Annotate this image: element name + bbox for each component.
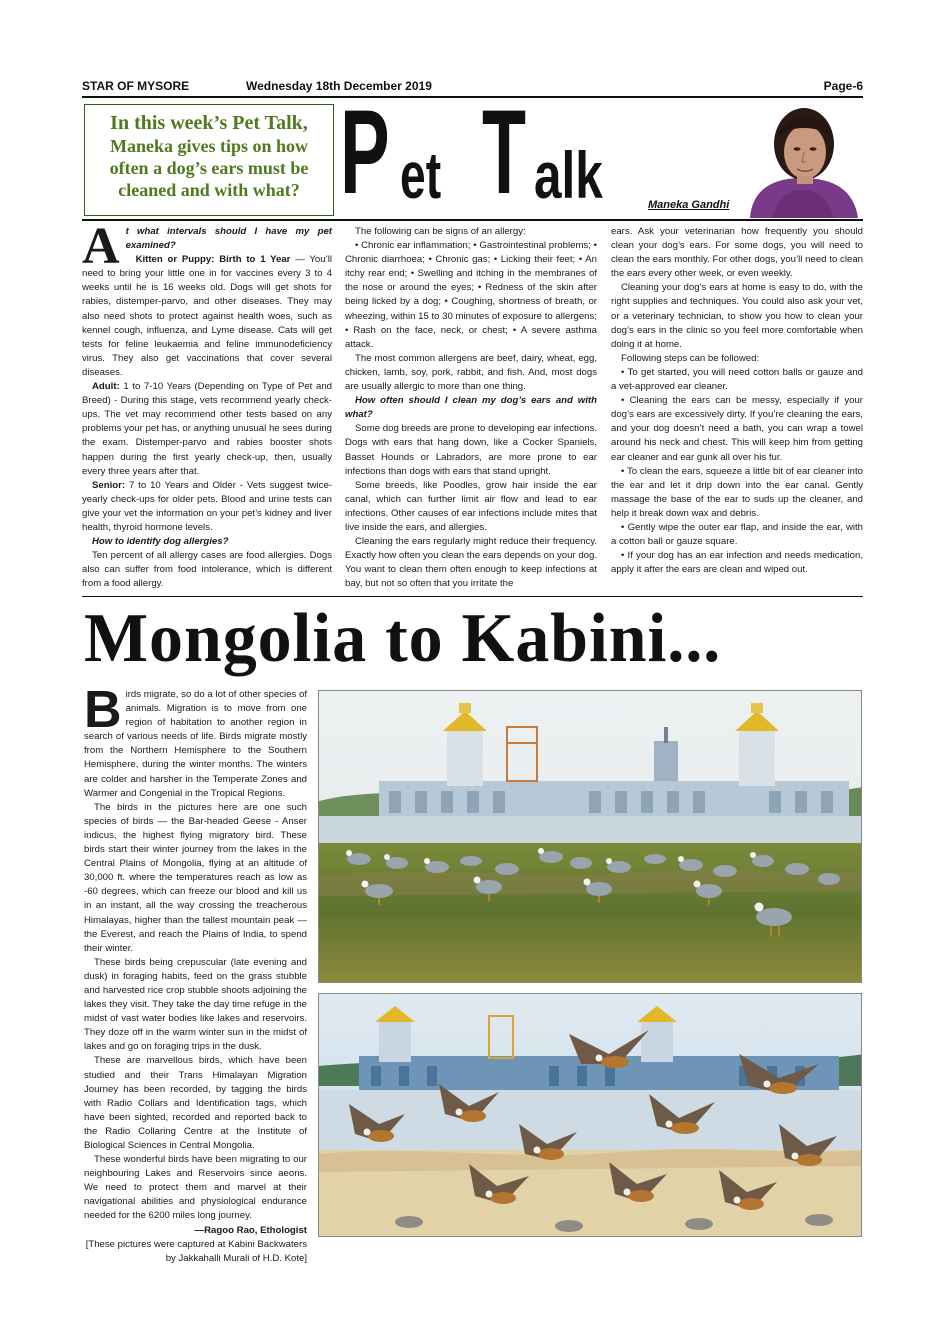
stage-label: Kitten or Puppy: Birth to 1 Year (135, 254, 291, 266)
article-paragraph: The most common allergens are beef, dairy, wheat, egg, chicken, lamb, soy, pork, rabbit, and fish. And, most dogs are usually allergic to more than one thing. (345, 352, 597, 393)
masthead (82, 79, 863, 95)
article-paragraph (84, 681, 307, 801)
pet-talk-title-T: T (482, 85, 526, 219)
article-paragraph: ears. Ask your veterinarian how frequently you should clean your dog’s ears. For some dogs, you will need to clean the ears monthly. For other dogs, you’ll need to clean the ears every other week, or even weekly. (611, 226, 863, 280)
mongolia-article (84, 681, 307, 1266)
article-paragraph: Following steps can be followed: (621, 352, 760, 364)
article-paragraph: • Cleaning the ears can be messy, especially if your dog’s ears are excessively dirty. If you’re cleaning the ears, and your dog doesn’t need a bath, you can wrap a towel around his neck and chest. This will keep him from getting ear cleaner and ear gunk all over his fur. (611, 395, 863, 463)
article-paragraph: These wonderful birds have been migrating to our neighbouring Lakes and Reservoirs since aeons. We need to protect them and marvel at their navigational abilities and physiological endurance needed for the 6200 miles long journey. (84, 1154, 307, 1222)
paragraph-text: 1 to 7-10 Years (Depending on Type of Pet and Breed) - During this stage, vets recommend yearly check-ups. The vet may recommend other tests based on any problems your pet has, or anything unusual he sees during the exam. Distemper-parvo and rabies booster shots happen during the first yearly check-up, then, usually every three years after that. (82, 381, 332, 477)
article-paragraph: The following can be signs of an allergy: (355, 226, 526, 237)
teaser-line: In this week’s Pet Talk, (110, 112, 308, 134)
article-paragraph: The birds in the pictures here are one such species of birds — the Bar-headed Geese - Anser indicus, the highest flying migratory bird. These birds start their winter journey from the lakes in the Central Plains of Mongolia, flying at an altitude of 30,000 ft. where the temperatures reach as low as -60 degrees, which can freeze our blood and kill us in an instant, all the way crossing the treacherous Himalayas, higher than the tallest mountain peak — the Everest, and reach the Plains of India, to spend their winter. (84, 801, 307, 954)
article-paragraph: These birds being crepuscular (late evening and dusk) in foraging habits, feed on the grass stubble and harvested rice crop stubble shoots adjoining the lakes they visit. They take the day time refuge in the midst of vast water bodies like lakes and reservoirs. They doze off in the warm winter sun in the midst of lakes and go on foraging trips in the dusk. (84, 956, 307, 1053)
article-paragraph: • Gently wipe the outer ear flap, and inside the ear, with a cotton ball or gauze square. (611, 521, 863, 548)
article-paragraph: Some breeds, like Poodles, grow hair inside the ear canal, which can further limit air flow and lead to ear infections. Other causes of ear infections include mites that live inside the ears, and allergies. (345, 479, 597, 533)
paragraph-text: 7 to 10 Years and Older - Vets suggest twice-yearly check-ups for older pets. Blood and urine tests can give your vet the information on your pet’s kidney and liver health, thyroid hormone levels. (82, 479, 332, 533)
paragraph-text: irds migrate, so do a lot of other species of animals. Migration is to move from one region of habitation to another region in search of various needs of life. Birds migrate mostly from the Northern Hemisphere to the Southern Hemisphere, during the winter months. The winters are colder and harsher in the Temperate Zones and Warmer and Congenial in the Tropical Regions. (84, 689, 307, 799)
question-heading: How often should I clean my dog’s ears and with what? (345, 395, 597, 421)
pet-talk-title-P: P (340, 85, 390, 219)
teaser-line: cleaned and with what? (118, 180, 300, 200)
geese-flight-photo (318, 993, 862, 1237)
pet-talk-column-3 (611, 225, 863, 577)
photo-credit: [These pictures were captured at Kabini Backwaters by Jakkahalli Murali of H.D. Kote] (85, 1238, 307, 1264)
article-paragraph: Ten percent of all allergy cases are food allergies. Dogs also can suffer from food intolerance, which is different from a food allergy. (82, 550, 332, 590)
question-heading: t what intervals should I have my pet examined? (125, 226, 332, 252)
pet-talk-teaser (84, 104, 334, 216)
article-paragraph (82, 253, 332, 380)
article-paragraph (82, 479, 332, 535)
article-paragraph: • To clean the ears, squeeze a little bit of ear cleaner into the ear and let it drip down into the ear canal. Gently massage the base of the ear to suds up the cleaner, and help it break down wax and debris. (611, 465, 863, 519)
drop-cap: A (82, 218, 120, 275)
issue-date: Wednesday 18th December 2019 (246, 79, 432, 93)
geese-grazing-photo (318, 690, 862, 983)
pet-talk-column-1 (82, 218, 332, 591)
paragraph-text: — You’ll need to bring your little one in for vaccines every 3 to 4 weeks until he is 16 weeks old. Dogs will get shots for rabies, distemper-parvo, and other diseases. They may also need shots to protect against health woes, such as kennel cough, influenza, and Lyme disease. Cats will get tests for feline leukaemia and feline immunodeficiency virus. They also get vaccinations that cover several diseases. (82, 254, 332, 378)
stage-label: Adult: (92, 381, 120, 393)
pet-talk-title-alk: alk (534, 138, 603, 212)
page-number: Page-6 (823, 79, 863, 93)
author-portrait (742, 102, 863, 218)
pet-talk-title-et: et (400, 138, 442, 212)
article-paragraph: Cleaning the ears regularly might reduce their frequency. Exactly how often you clean the ears depends on your dog. You want to clean them often enough to keep infections at bay, but not so often that you irritate the (345, 536, 597, 590)
section-rule (82, 219, 863, 221)
author-byline: Maneka Gandhi (648, 199, 730, 211)
article-paragraph (82, 380, 332, 479)
article-paragraph: • Chronic ear inflammation; • Gastrointestinal problems; • Chronic diarrhoea; • Chronic gas; • Licking their feet; • An itchy rear end; • Swelling and itching in the membranes of the nose or around the eyes; • Redness of the skin after being licked by a dog; • Coughing, shortness of breath, or wheezing, within 15 to 30 minutes of exposure to allergens; • Rash on the face, neck, or chest; • A severe asthma attack. (345, 240, 597, 350)
question-heading: How to identify dog allergies? (92, 536, 229, 548)
drop-cap: B (84, 681, 122, 739)
masthead-rule (82, 96, 863, 98)
paper-name: STAR OF MYSORE (82, 79, 190, 93)
article-paragraph: Some dog breeds are prone to developing ear infections. Dogs with ears that hang down, like a Cocker Spaniels, Basset Hounds or Labradors, are more prone to ear infections than dogs with ears that stand upright. (345, 423, 597, 477)
article-paragraph: Cleaning your dog’s ears at home is easy to do, with the right supplies and techniques. You could also ask your vet, or a veterinary technician, to show you how to clean your dog’s ears in the clinic so you feel more comfortable when doing it at home. (611, 282, 863, 350)
teaser-line: often a dog’s ears must be (109, 158, 309, 178)
author-signoff: —Ragoo Rao, Ethologist (194, 1224, 307, 1236)
mongolia-headline: Mongolia to Kabini... (84, 600, 722, 677)
article-paragraph: • If your dog has an ear infection and needs medication, apply it after the ears are clean and wiped out. (611, 550, 863, 576)
teaser-line: Maneka gives tips on how (109, 136, 309, 156)
pet-talk-column-2 (345, 225, 597, 591)
article-paragraph: These are marvellous birds, which have been studied and their Trans Himalayan Migration Journey has been recorded, by tagging the birds with Radio Collars and Identification tags, which have been sighted, recorded and reported back to the Radio Collaring Centre at the Institute of Biological Sciences in Central Mongolia. (84, 1055, 307, 1151)
article-paragraph: • To get started, you will need cotton balls or gauze and a vet-approved ear cleaner. (611, 366, 863, 393)
stage-label: Senior: (92, 479, 126, 491)
